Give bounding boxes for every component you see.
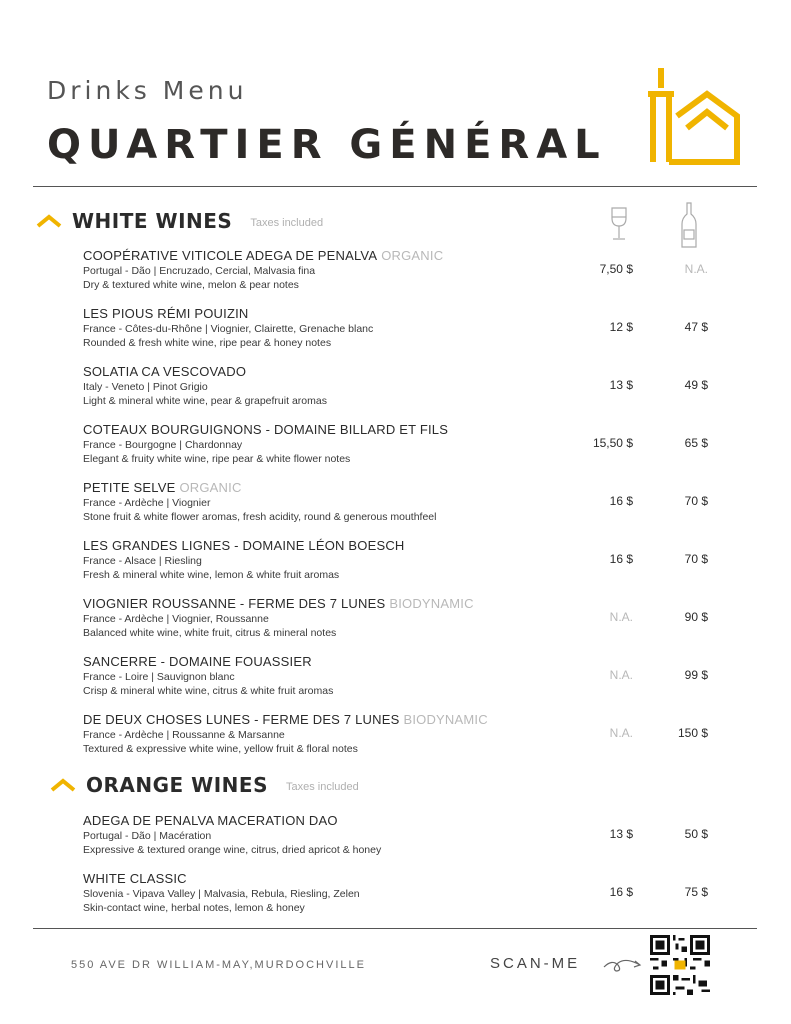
item-name: DE DEUX CHOSES LUNES - FERME DES 7 LUNES (83, 712, 400, 727)
item-notes: Balanced white wine, white fruit, citrus & mineral notes (83, 627, 337, 639)
bottle-price: 70 $ (684, 494, 708, 508)
section-title: ORANGE WINES (86, 773, 268, 797)
item-notes: Elegant & fruity white wine, ripe pear & white flower notes (83, 453, 351, 465)
menu-item (83, 422, 743, 465)
item-notes: Skin-contact wine, herbal notes, lemon & honey (83, 902, 305, 914)
item-origin: France - Alsace | Riesling (83, 555, 202, 567)
item-name: WHITE CLASSIC (83, 871, 187, 886)
item-origin: France - Ardèche | Viognier, Roussanne (83, 613, 269, 625)
bottle-price: N.A. (684, 262, 708, 276)
glass-price: 13 $ (609, 378, 633, 392)
item-name: LES GRANDES LIGNES - DOMAINE LÉON BOESCH (83, 538, 405, 553)
menu-subtitle: Drinks Menu (47, 76, 248, 105)
item-origin: Portugal - Dão | Macération (83, 830, 212, 842)
item-notes: Fresh & mineral white wine, lemon & white fruit aromas (83, 569, 340, 581)
tax-note: Taxes included (285, 781, 359, 793)
item-name: COTEAUX BOURGUIGNONS - DOMAINE BILLARD ET FILS (83, 422, 449, 437)
menu-item (83, 871, 743, 914)
bottle-price: 75 $ (684, 885, 708, 899)
item-origin: France - Ardèche | Roussanne & Marsanne (83, 729, 285, 741)
section-title: WHITE WINES (72, 209, 233, 233)
item-notes: Expressive & textured orange wine, citrus, dried apricot & honey (83, 844, 382, 856)
glass-price: 16 $ (609, 494, 633, 508)
item-name: LES PIOUS RÉMI POUIZIN (83, 306, 249, 321)
bottle-price: 99 $ (684, 668, 708, 682)
item-notes: Textured & expressive white wine, yellow fruit & floral notes (83, 743, 358, 755)
section-header-orange-wines[interactable] (50, 770, 359, 800)
item-name: COOPÉRATIVE VITICOLE ADEGA DE PENALVA (83, 248, 378, 263)
glass-price: 7,50 $ (599, 262, 633, 276)
item-origin: Slovenia - Vipava Valley | Malvasia, Rebula, Riesling, Zelen (83, 888, 360, 900)
item-name: SANCERRE - DOMAINE FOUASSIER (83, 654, 312, 669)
header-divider (33, 186, 757, 187)
house-logo-icon (643, 66, 743, 166)
glass-price: 13 $ (609, 827, 633, 841)
menu-item (83, 813, 743, 856)
bottle-price: 90 $ (684, 610, 708, 624)
item-origin: France - Côtes-du-Rhône | Viognier, Clairette, Grenache blanc (83, 323, 374, 335)
section-header-white-wines[interactable] (36, 206, 323, 236)
menu-item (83, 538, 743, 581)
menu-title: QUARTIER GÉNÉRAL (47, 122, 607, 168)
glass-price: 16 $ (609, 552, 633, 566)
glass-price: 12 $ (609, 320, 633, 334)
item-notes: Stone fruit & white flower aromas, fresh acidity, round & generous mouthfeel (83, 511, 437, 523)
glass-price: N.A. (609, 610, 633, 624)
curly-arrow-icon (602, 953, 644, 977)
bottle-price: 50 $ (684, 827, 708, 841)
bottle-price: 65 $ (684, 436, 708, 450)
menu-item (83, 596, 743, 639)
item-tag: ORGANIC (179, 480, 242, 495)
item-notes: Dry & textured white wine, melon & pear notes (83, 279, 299, 291)
wine-bottle-icon (681, 202, 697, 248)
scan-me-label: SCAN-ME (490, 955, 581, 972)
item-notes: Light & mineral white wine, pear & grapefruit aromas (83, 395, 327, 407)
bottle-price: 70 $ (684, 552, 708, 566)
bottle-price: 150 $ (677, 726, 708, 740)
bottle-price: 47 $ (684, 320, 708, 334)
glass-price: N.A. (609, 726, 633, 740)
item-notes: Crisp & mineral white wine, citrus & white fruit aromas (83, 685, 334, 697)
item-name: VIOGNIER ROUSSANNE - FERME DES 7 LUNES (83, 596, 386, 611)
glass-price: 15,50 $ (592, 436, 633, 450)
menu-item (83, 364, 743, 407)
item-origin: France - Loire | Sauvignon blanc (83, 671, 235, 683)
item-tag: BIODYNAMIC (403, 712, 488, 727)
item-name: ADEGA DE PENALVA MACERATION DAO (83, 813, 338, 828)
item-name: PETITE SELVE (83, 480, 176, 495)
item-origin: Portugal - Dão | Encruzado, Cercial, Malvasia fina (83, 265, 316, 277)
item-tag: ORGANIC (381, 248, 444, 263)
chevron-up-icon[interactable] (50, 778, 76, 792)
menu-item (83, 654, 743, 697)
menu-item (83, 248, 743, 291)
glass-price: 16 $ (609, 885, 633, 899)
chevron-up-icon[interactable] (36, 214, 62, 228)
item-notes: Rounded & fresh white wine, ripe pear & honey notes (83, 337, 332, 349)
qr-code[interactable] (650, 935, 710, 995)
footer-address: 550 AVE DR WILLIAM-MAY,MURDOCHVILLE (71, 959, 366, 971)
glass-price: N.A. (609, 668, 633, 682)
item-name: SOLATIA CA VESCOVADO (83, 364, 247, 379)
menu-item (83, 712, 743, 755)
bottle-price: 49 $ (684, 378, 708, 392)
menu-item (83, 480, 743, 523)
menu-item (83, 306, 743, 349)
wine-glass-icon (608, 206, 630, 242)
tax-note: Taxes included (250, 217, 324, 229)
item-origin: France - Bourgogne | Chardonnay (83, 439, 243, 451)
item-origin: Italy - Veneto | Pinot Grigio (83, 381, 208, 393)
footer-divider (33, 928, 757, 929)
item-origin: France - Ardèche | Viognier (83, 497, 211, 509)
item-tag: BIODYNAMIC (389, 596, 474, 611)
